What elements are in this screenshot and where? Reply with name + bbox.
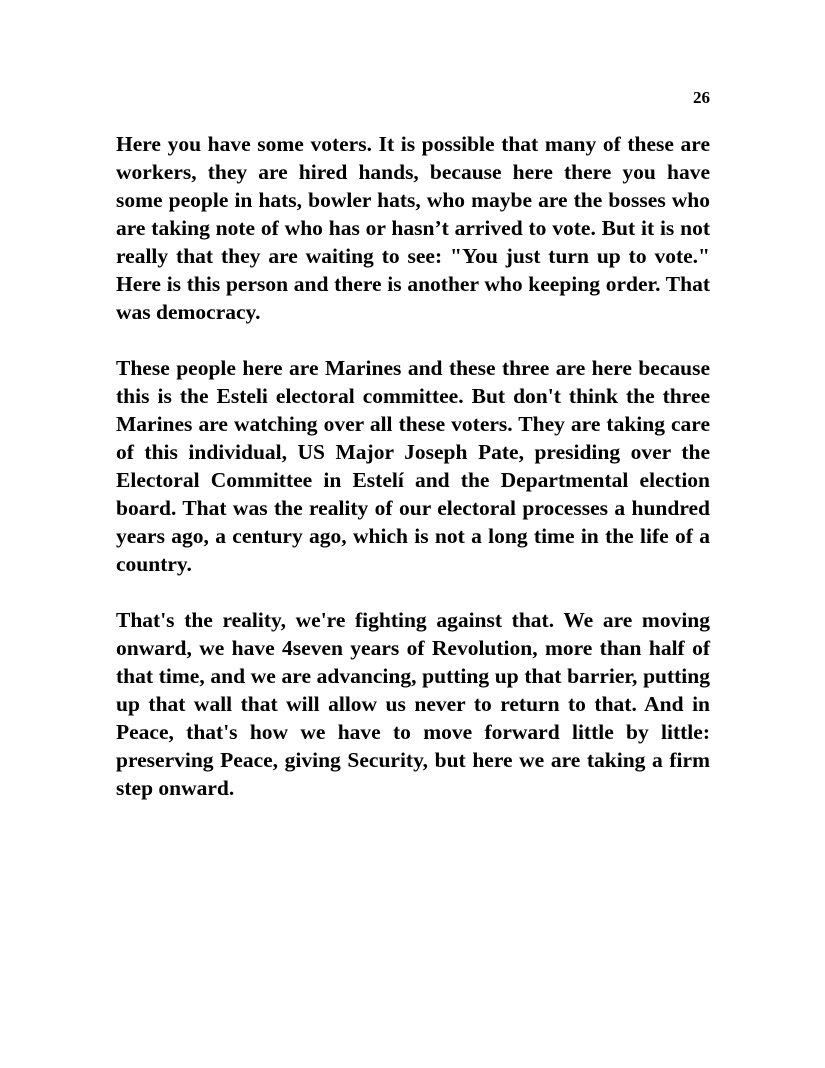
document-body [116, 130, 710, 830]
page-number: 26 [693, 88, 710, 107]
paragraph-2: These people here are Marines and these three are here because this is the Esteli electoral committee. But don't think the three Marines are watching over all these voters. They are taking care of this individual, US Major Joseph Pate, presiding over the Electoral Committee in Estelí and the Departmental election board. That was the reality of our electoral processes a hundred years ago, a century ago, which is not a long time in the life of a country. [116, 356, 710, 576]
paragraph-1: Here you have some voters. It is possible that many of these are workers, they are hired hands, because here there you have some people in hats, bowler hats, who maybe are the bosses who are taking note of who has or hasn’t arrived to vote. But it is not really that they are waiting to see: "You just turn up to vote." Here is this person and there is another who keeping order. That was democracy. [116, 132, 710, 324]
paragraph-3: That's the reality, we're fighting against that. We are moving onward, we have 4seven years of Revolution, more than half of that time, and we are advancing, putting up that barrier, putting up that wall that will allow us never to return to that. And in Peace, that's how we have to move forward little by little: preserving Peace, giving Security, but here we are taking a firm step onward. [116, 608, 710, 800]
